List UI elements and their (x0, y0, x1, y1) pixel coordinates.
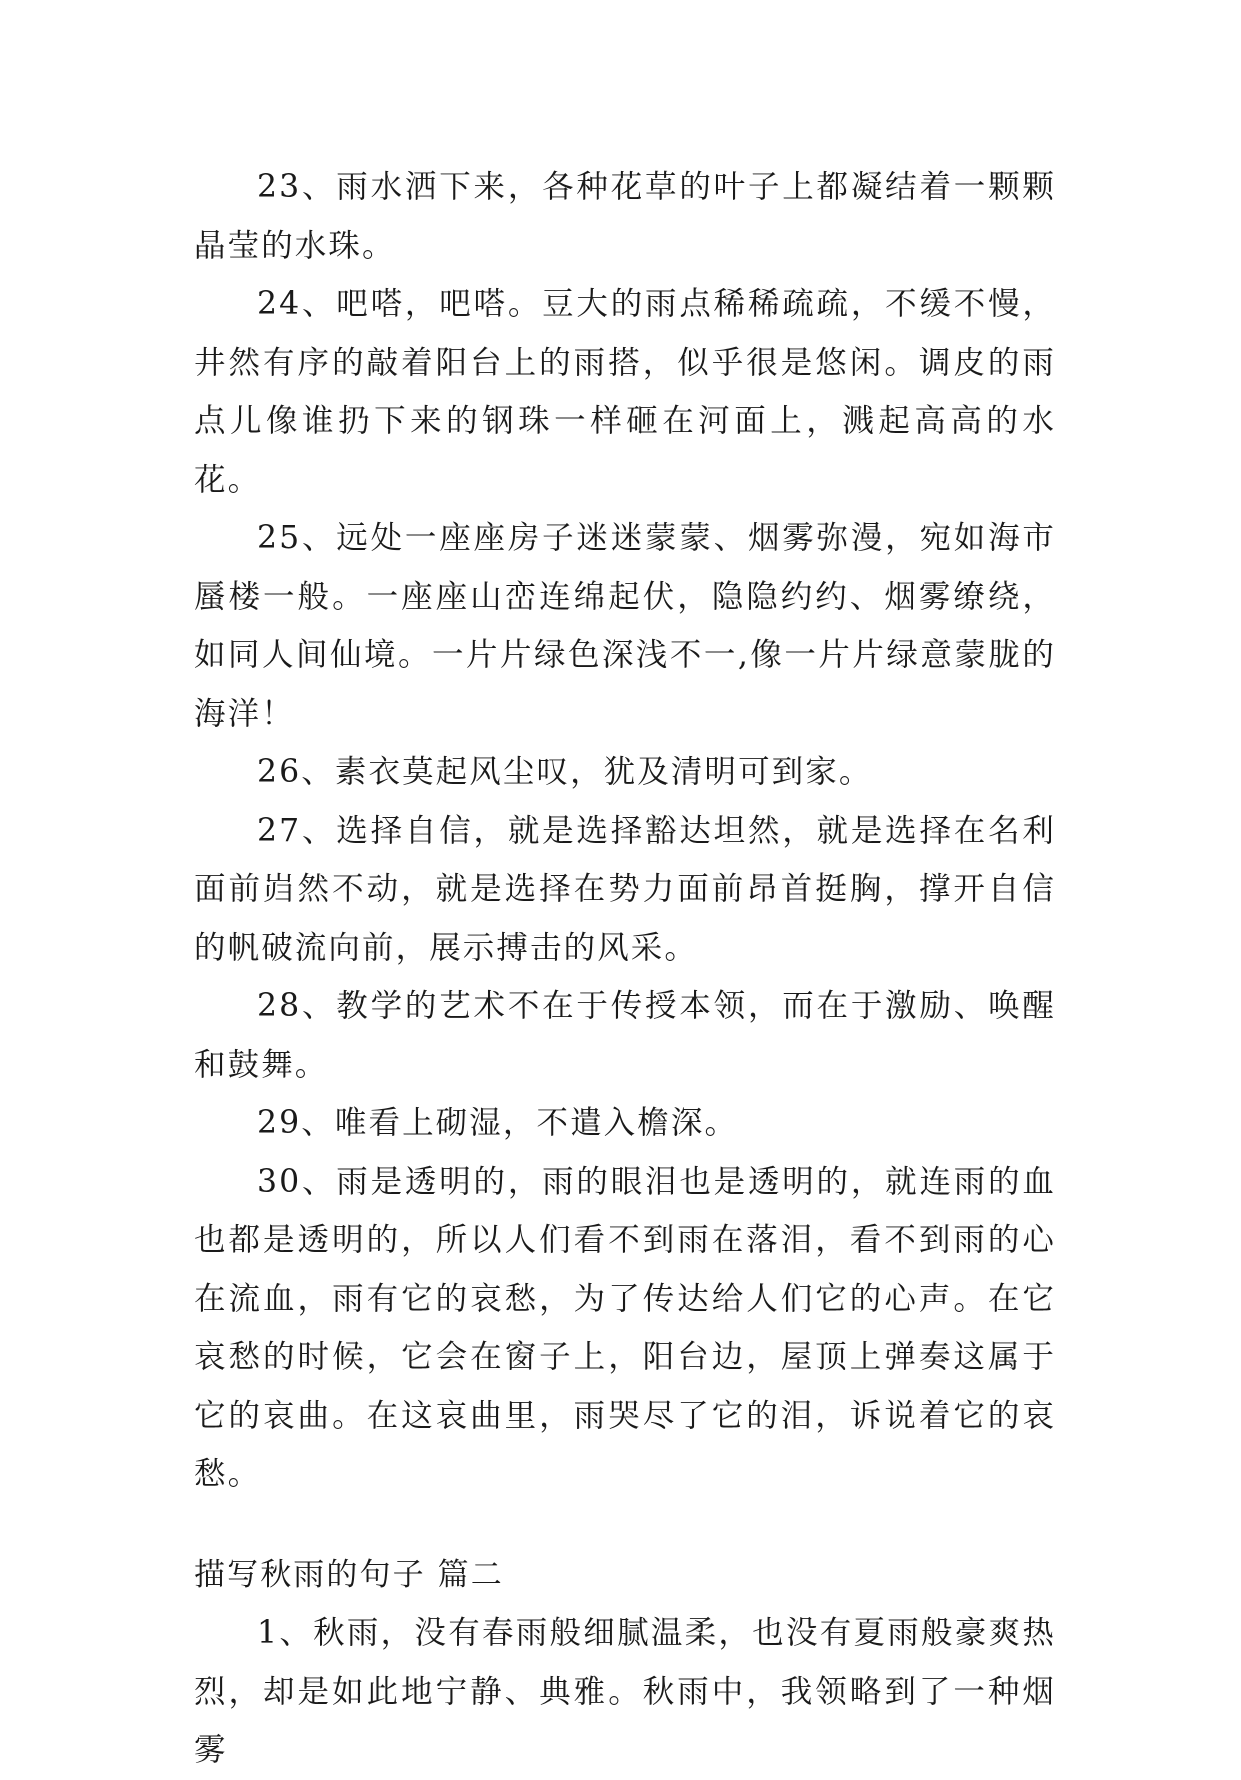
paragraph-25: 25、远处一座座房子迷迷蒙蒙、烟雾弥漫，宛如海市蜃楼一般。一座座山峦连绵起伏，隐隐约约、烟雾缭绕，如同人间仙境。一片片绿色深浅不一,像一片片绿意蒙胧的海洋！ (194, 520, 1056, 732)
paragraph-24: 24、吧嗒，吧嗒。豆大的雨点稀稀疏疏，不缓不慢，井然有序的敲着阳台上的雨搭，似乎很是悠闲。调皮的雨点儿像谁扔下来的钢珠一样砸在河面上，溅起高高的水花。 (194, 286, 1056, 498)
paragraph-26: 26、素衣莫起风尘叹，犹及清明可到家。 (257, 754, 873, 790)
paragraph-29: 29、唯看上砌湿，不遣入檐深。 (257, 1105, 739, 1141)
document-body (194, 158, 1056, 1780)
paragraph-23: 23、雨水洒下来，各种花草的叶子上都凝结着一颗颗晶莹的水珠。 (194, 169, 1056, 264)
section-heading: 描写秋雨的句子 篇二 (194, 1556, 504, 1593)
paragraph-27: 27、选择自信，就是选择豁达坦然，就是选择在名利面前岿然不动，就是选择在势力面前昂首挺胸，撑开自信的帆破流向前，展示搏击的风采。 (194, 812, 1056, 966)
paragraph-28: 28、教学的艺术不在于传授本领，而在于激励、唤醒和鼓舞。 (194, 988, 1056, 1083)
paragraph-30: 30、雨是透明的，雨的眼泪也是透明的，就连雨的血也都是透明的，所以人们看不到雨在落泪，看不到雨的心在流血，雨有它的哀愁，为了传达给人们它的心声。在它哀愁的时候，它会在窗子上，阳台边，屋顶上弹奏这属于它的哀曲。在这哀曲里，雨哭尽了它的泪，诉说着它的哀愁。 (194, 1163, 1056, 1492)
paragraph-1: 1、秋雨，没有春雨般细腻温柔，也没有夏雨般豪爽热烈，却是如此地宁静、典雅。秋雨中，我领略到了一种烟雾 (194, 1615, 1056, 1768)
